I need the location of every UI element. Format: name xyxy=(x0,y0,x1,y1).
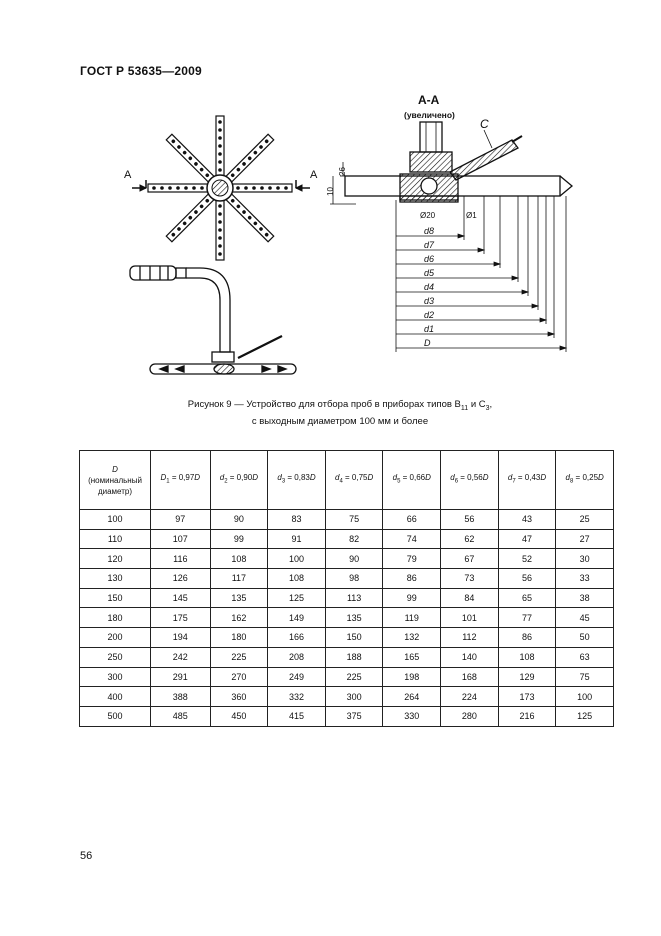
table-cell: 47 xyxy=(498,529,556,549)
table-cell: 90 xyxy=(325,549,383,569)
table-cell: 330 xyxy=(383,706,441,726)
table-cell: 225 xyxy=(210,647,268,667)
callout-c: C xyxy=(480,117,489,131)
table-cell: 194 xyxy=(151,628,211,648)
table-cell: 100 xyxy=(556,687,614,707)
table-cell: 50 xyxy=(556,628,614,648)
header-col-5: $d_5 = 0,66D$ xyxy=(383,451,441,510)
table-cell: 415 xyxy=(268,706,326,726)
table-cell: 280 xyxy=(441,706,499,726)
table-cell: 135 xyxy=(325,608,383,628)
figure-caption xyxy=(90,398,590,428)
dim-label: d4 xyxy=(424,282,435,292)
table-cell: 86 xyxy=(498,628,556,648)
table-cell: 99 xyxy=(383,588,441,608)
side-view xyxy=(130,266,296,374)
table-cell: 79 xyxy=(383,549,441,569)
table-cell: 33 xyxy=(556,569,614,589)
table-cell: 77 xyxy=(498,608,556,628)
sampling-device-drawing xyxy=(0,0,661,400)
table-cell: 108 xyxy=(498,647,556,667)
table-row xyxy=(80,628,614,648)
cell-nominal-diameter: 250 xyxy=(80,647,151,667)
table-cell: 108 xyxy=(210,549,268,569)
table-row xyxy=(80,608,614,628)
table-cell: 300 xyxy=(325,687,383,707)
table-cell: 98 xyxy=(325,569,383,589)
table-cell: 116 xyxy=(151,549,211,569)
table-cell: 113 xyxy=(325,588,383,608)
dim-arrow xyxy=(478,248,484,252)
table-row xyxy=(80,687,614,707)
cell-nominal-diameter: 150 xyxy=(80,588,151,608)
table-cell: 198 xyxy=(383,667,441,687)
caption-line-1 xyxy=(90,398,590,415)
header-col-2: $d_2 = 0,90D$ xyxy=(210,451,268,510)
table-row xyxy=(80,647,614,667)
table-cell: 63 xyxy=(556,647,614,667)
header-nominal-diameter xyxy=(80,451,151,510)
table-cell: 27 xyxy=(556,529,614,549)
dim-arrow xyxy=(458,234,464,238)
header-col-8: $d_8 = 0,25D$ xyxy=(556,451,614,510)
table-cell: 175 xyxy=(151,608,211,628)
header-d-symbol: D xyxy=(112,464,118,474)
table-row xyxy=(80,549,614,569)
table-cell: 43 xyxy=(498,510,556,530)
table-cell: 450 xyxy=(210,706,268,726)
caption-sub-2: 3 xyxy=(485,404,490,412)
table-cell: 208 xyxy=(268,647,326,667)
page-number: 56 xyxy=(80,850,93,862)
table-cell: 67 xyxy=(441,549,499,569)
dim-label: d3 xyxy=(424,296,435,306)
dim-label: d6 xyxy=(424,254,435,264)
dim-arrow xyxy=(560,346,566,350)
header-col-6: $d_6 = 0,56D$ xyxy=(441,451,499,510)
cell-nominal-diameter: 120 xyxy=(80,549,151,569)
table-cell: 82 xyxy=(325,529,383,549)
table-cell: 375 xyxy=(325,706,383,726)
caption-text-c: , xyxy=(489,399,493,410)
table-cell: 291 xyxy=(151,667,211,687)
table-cell: 162 xyxy=(210,608,268,628)
table-cell: 38 xyxy=(556,588,614,608)
table-cell: 249 xyxy=(268,667,326,687)
table-cell: 25 xyxy=(556,510,614,530)
table-cell: 135 xyxy=(210,588,268,608)
cell-nominal-diameter: 500 xyxy=(80,706,151,726)
caption-text-b: и С xyxy=(468,399,486,410)
table-cell: 56 xyxy=(441,510,499,530)
table-row xyxy=(80,667,614,687)
cell-nominal-diameter: 100 xyxy=(80,510,151,530)
dim-arrow xyxy=(522,290,528,294)
table-cell: 101 xyxy=(441,608,499,628)
table-cell: 180 xyxy=(210,628,268,648)
dim-arrow xyxy=(532,304,538,308)
dim-20: Ø20 xyxy=(420,211,436,220)
table-cell: 91 xyxy=(268,529,326,549)
table-cell: 73 xyxy=(441,569,499,589)
section-view xyxy=(345,122,572,202)
table-cell: 132 xyxy=(383,628,441,648)
dim-arrow xyxy=(540,318,546,322)
caption-sub-1: 11 xyxy=(460,404,469,412)
table-cell: 52 xyxy=(498,549,556,569)
table-cell: 56 xyxy=(498,569,556,589)
dim-label: d2 xyxy=(424,310,435,320)
table-cell: 360 xyxy=(210,687,268,707)
table-cell: 97 xyxy=(151,510,211,530)
dim-arrow xyxy=(548,332,554,336)
document-standard-id: ГОСТ Р 53635—2009 xyxy=(80,64,202,78)
dim-label: d7 xyxy=(424,240,435,250)
dim-label: d5 xyxy=(424,268,435,278)
table-cell: 75 xyxy=(556,667,614,687)
table-cell: 216 xyxy=(498,706,556,726)
cut-label-right: А xyxy=(310,169,318,181)
header-col-7: $d_7 = 0,43D$ xyxy=(498,451,556,510)
table-cell: 125 xyxy=(268,588,326,608)
table-cell: 173 xyxy=(498,687,556,707)
table-cell: 129 xyxy=(498,667,556,687)
dim-arrow xyxy=(512,276,518,280)
cell-nominal-diameter: 130 xyxy=(80,569,151,589)
cell-nominal-diameter: 400 xyxy=(80,687,151,707)
header-col-3: $d_3 = 0,83D$ xyxy=(268,451,326,510)
star-view xyxy=(148,116,292,260)
table-cell: 126 xyxy=(151,569,211,589)
header-col-4: $d_4 = 0,75D$ xyxy=(325,451,383,510)
table-cell: 99 xyxy=(210,529,268,549)
dim-label: d1 xyxy=(424,324,435,334)
table-cell: 140 xyxy=(441,647,499,667)
cell-nominal-diameter: 200 xyxy=(80,628,151,648)
table-cell: 108 xyxy=(268,569,326,589)
table-row xyxy=(80,588,614,608)
table-cell: 119 xyxy=(383,608,441,628)
table-cell: 84 xyxy=(441,588,499,608)
table-cell: 224 xyxy=(441,687,499,707)
cell-nominal-diameter: 180 xyxy=(80,608,151,628)
dim-label: D xyxy=(424,338,431,348)
table-cell: 66 xyxy=(383,510,441,530)
dim-26: 26 xyxy=(338,167,347,176)
dimensions-table xyxy=(79,450,614,727)
table-cell: 166 xyxy=(268,628,326,648)
table-cell: 107 xyxy=(151,529,211,549)
table-cell: 74 xyxy=(383,529,441,549)
table-cell: 30 xyxy=(556,549,614,569)
table-cell: 270 xyxy=(210,667,268,687)
table-row xyxy=(80,529,614,549)
table-row xyxy=(80,569,614,589)
table-cell: 75 xyxy=(325,510,383,530)
table-cell: 117 xyxy=(210,569,268,589)
table-row xyxy=(80,706,614,726)
table-body xyxy=(80,510,614,727)
cut-label-left: А xyxy=(124,169,132,181)
dim-arrow xyxy=(494,262,500,266)
dim-1: Ø1 xyxy=(466,211,477,220)
table-cell: 65 xyxy=(498,588,556,608)
header-col-1: $D_1 = 0,97D$ xyxy=(151,451,211,510)
cell-nominal-diameter: 300 xyxy=(80,667,151,687)
table-cell: 112 xyxy=(441,628,499,648)
table-cell: 62 xyxy=(441,529,499,549)
table-cell: 125 xyxy=(556,706,614,726)
dim-10: 10 xyxy=(326,187,335,196)
table-cell: 86 xyxy=(383,569,441,589)
caption-line-2: с выходным диаметром 100 мм и более xyxy=(251,415,429,427)
table-header-row xyxy=(80,451,614,510)
table-cell: 225 xyxy=(325,667,383,687)
section-label: А-А xyxy=(418,93,440,107)
cell-nominal-diameter: 110 xyxy=(80,529,151,549)
table-cell: 150 xyxy=(325,628,383,648)
table-cell: 100 xyxy=(268,549,326,569)
table-cell: 45 xyxy=(556,608,614,628)
table-cell: 188 xyxy=(325,647,383,667)
table-cell: 145 xyxy=(151,588,211,608)
table-cell: 332 xyxy=(268,687,326,707)
dimension-labels xyxy=(424,226,435,348)
table-cell: 388 xyxy=(151,687,211,707)
table-row xyxy=(80,510,614,530)
header-d-word2: диаметр) xyxy=(97,486,133,496)
table-cell: 149 xyxy=(268,608,326,628)
table-cell: 485 xyxy=(151,706,211,726)
table-cell: 90 xyxy=(210,510,268,530)
table-cell: 242 xyxy=(151,647,211,667)
table-cell: 165 xyxy=(383,647,441,667)
header-d-word: (номинальный xyxy=(88,475,142,485)
section-note: (увеличено) xyxy=(404,110,455,120)
dim-label: d8 xyxy=(424,226,435,236)
caption-text-a: Рисунок 9 — Устройство для отбора проб в приборах типов В xyxy=(187,399,461,410)
table-cell: 264 xyxy=(383,687,441,707)
table-cell: 83 xyxy=(268,510,326,530)
table-cell: 168 xyxy=(441,667,499,687)
